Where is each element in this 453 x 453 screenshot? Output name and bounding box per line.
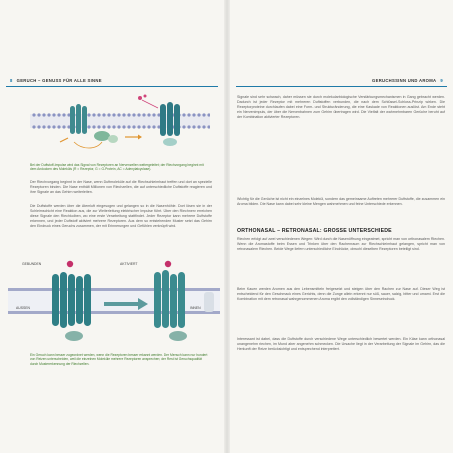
page-header-right xyxy=(372,78,447,83)
header-rule-right xyxy=(236,86,447,87)
figure-top-caption: Bei der Duftstoff-Impulse wird das Signal von Rezeptoren an Nervenzellen weitergeleitet; der Riechvorgang beginnt mit dem Andocken des Moleküls (R = Rezeptor, G = G-Protein, AC = Adenylatcyclase). xyxy=(30,163,204,172)
section-paragraph-3: Interessant ist dabei, dass die Duftstoffe durch verschiedene Wege unterschiedlich bewertet werden. Ein Käse kann orthonasal unangenehm riechen, im Mund aber angenehm schmecken. Die Ursache liegt in der Verarbeitung der Signale im Gehirn, das die Herkunft der Reize berücksichtigt und entsprechend interpretiert. xyxy=(237,337,445,352)
left-body-paragraph-2: Die Duftstoffe werden über die Atemluft eingesogen und gelangen so in die Nasenhöhle. Dort lösen sie in der Schleimschicht eine Reaktion aus, die zur Weiterleitung elektrischer Impulse führt. Über den Riechnerv erreichen diese Signale den Riechkolben, wo eine erste Verarbeitung stattfindet. Jeder Rezeptor kann mehrere Duftstoffe erkennen, und jeder Duftstoff aktiviert mehrere Rezeptoren. Aus dem so entstehenden Muster setzt das Gehirn den Eindruck eines Geruchs zusammen, der mit Erinnerungen und Gefühlen verknüpft wird. xyxy=(30,204,212,229)
figure-label-right: AKTIVIERT xyxy=(120,262,138,266)
gutter xyxy=(224,0,230,453)
right-body-paragraph-2: Wichtig für die Gerüche ist nicht ein einzelnes Molekül, sondern das gemeinsame Auftreten mehrerer Duftstoffe, die zusammen ein Aroma bilden. Die Nase kann dabei sehr kleine Mengen wahrnehmen und feine Unterschiede erkennen. xyxy=(237,197,445,207)
figure-label-left: GEBUNDEN xyxy=(22,262,42,266)
receptor-illustration-top xyxy=(30,92,210,154)
figure-label-bottom-right: INNEN xyxy=(190,306,201,310)
section-title: ORTHONASAL – RETRONASAL: GROSSE UNTERSCHIEDE xyxy=(237,228,392,234)
section-paragraph-1: Riechen erfolgt auf zwei verschiedenen Wegen: Wird durch die Nasenöffnung eingeatmet, spricht man von orthonasalem Riechen. Wenn die Aromastoffe beim Essen und Trinken über den Rachenraum zur Riechschleimhaut gelangen, spricht man von retronasalem Riechen. Beide Wege liefern unterschiedliche Eindrücke, obwohl dieselben Rezeptoren beteiligt sind. xyxy=(237,237,445,252)
left-body-paragraph-1: Der Riechvorgang beginnt in der Nase, wenn Duftmoleküle auf die Riechschleimhaut treffen und dort an spezielle Rezeptoren binden. Die Nase enthält Millionen von Riechzellen, die auf unterschiedliche Duftstoffe reagieren und ihre Signale an das Gehirn weiterleiten. xyxy=(30,180,212,195)
right-body-paragraph-1: Signale sind sehr schwach, daher müssen sie durch molekularbiologische Verstärkungsmechanismen in Gang gebracht werden. Dadurch ist jeder Rezeptor mit mehreren Duftstoffen verbunden, die nach dem Schlüssel-Schloss-Prinzip wirken. Die Rezeptorproteine durchlaufen dabei eine Form- und Strukturänderung, die eine Kaskade von Reaktionen auslöst. Am Ende steht ein Nervenimpuls, der über die Nervenbahnen zum Gehirn übertragen wird. Die Vielfalt der wahrnehmbaren Gerüche beruht auf der Kombination aktivierter Rezeptoren. xyxy=(237,95,445,120)
header-rule-left xyxy=(6,86,218,87)
receptor-illustration-bottom xyxy=(8,254,220,346)
section-paragraph-2: Beim Kauen werden Aromen aus den Lebensmitteln freigesetzt und steigen über den Rachen zur Nase auf. Dieser Weg ist entscheidend für den Geschmack eines Gerichts, denn die Zunge allein erkennt nur süß, sauer, salzig, bitter und umami. Erst die Kombination mit dem retronasal wahrgenommenen Aroma ergibt den vollständigen Sinneseindruck. xyxy=(237,287,445,302)
running-title-left: GERUCH – GENUSS FÜR ALLE SINNE xyxy=(16,78,102,83)
page-number-left: 8 xyxy=(10,78,13,83)
page-header-left xyxy=(6,78,102,83)
figure-label-bottom-left: AUSSEN xyxy=(16,306,30,310)
running-title-right: GERUCHSSINN UND AROMA xyxy=(372,78,437,83)
page-number-right: 9 xyxy=(440,78,443,83)
figure-bottom-caption: Ein Geruch kann besser zugeordnet werden, wenn die Rezeptoren besser erkannt werden. Der Mensch kann nur hundert von Reizen unterscheiden, weil die einzelnen Moleküle mehrere Rezeptoren ansprechen; der Rest ist Geruchsqualität durch Mustererkennung der Riechzellen. xyxy=(30,353,208,366)
